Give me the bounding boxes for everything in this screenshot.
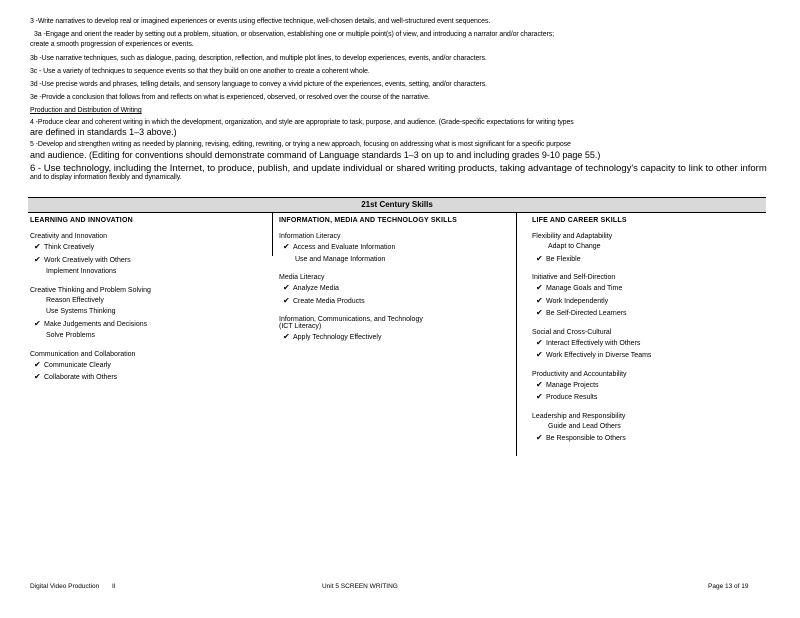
column-title: LEARNING AND INNOVATION <box>30 217 133 224</box>
skill-item: ✔ Produce Results <box>536 392 598 401</box>
skill-item: ✔ Be Flexible <box>536 253 581 263</box>
checkmark-icon: ✔ <box>283 295 290 305</box>
standard-6: 6 - Use technology, including the Internet, to produce, publish, and update individual or shared writing products, taking advantage of technology's capacity to link to other inform <box>30 163 767 174</box>
footer-unit: Unit 5 SCREEN WRITING <box>322 583 398 590</box>
section-title: Social and Cross-Cultural <box>532 328 612 336</box>
skill-section <box>532 329 766 362</box>
skill-section <box>279 274 511 307</box>
standard-5-cont: and audience. (Editing for conventions should demonstrate command of Language standards 1–3 on up to and including grades 9-10 page 55.) <box>30 150 601 160</box>
checkmark-icon: ✔ <box>34 359 41 369</box>
checkmark-icon: ✔ <box>536 379 543 389</box>
standard-4: 4 -Produce clear and coherent writing in which the development, organization, and style are appropriate to task, purpose, and audience. (Grade-specific expectations for writing types <box>30 119 574 126</box>
skill-item: ✔ Be Self-Directed Learners <box>536 308 627 317</box>
column-information-media-technology <box>279 217 511 353</box>
column-title: LIFE AND CAREER SKILLS <box>532 217 627 224</box>
section-title: Productivity and Accountability <box>532 370 627 378</box>
skill-section <box>30 287 265 342</box>
skill-item: ✔ Make Judgements and Decisions <box>34 318 148 328</box>
standard-3a-cont: create a smooth progression of experiences or events. <box>30 41 194 48</box>
section-title: Media Literacy <box>279 274 325 281</box>
column-life-career <box>532 217 766 454</box>
column-title: INFORMATION, MEDIA AND TECHNOLOGY SKILLS <box>279 217 457 224</box>
skill-item: Solve Problems <box>46 332 96 339</box>
checkmark-icon: ✔ <box>536 433 543 442</box>
standard-6-cont: and to display information flexibly and dynamically. <box>30 174 182 181</box>
table-header-rule <box>28 212 766 213</box>
skill-section <box>279 233 511 265</box>
column-learning-innovation <box>30 217 265 393</box>
column-divider-1 <box>272 213 273 256</box>
checkmark-icon: ✔ <box>283 283 290 292</box>
footer-level: II <box>112 583 116 590</box>
section-title-cont: (ICT Literacy) <box>279 323 322 330</box>
section-title: Creative Thinking and Problem Solving <box>30 286 151 294</box>
checkmark-icon: ✔ <box>283 242 290 251</box>
skill-item: ✔ Interact Effectively with Others <box>536 337 641 347</box>
skill-item: ✔ Access and Evaluate Information <box>283 242 396 251</box>
standard-3b: 3b -Use narrative techniques, such as dialogue, pacing, description, reflection, and multiple plot lines, to develop experiences, events, and/or characters. <box>30 55 487 62</box>
checkmark-icon: ✔ <box>536 295 543 305</box>
skill-item: ✔ Apply Technology Effectively <box>283 332 382 341</box>
section-heading: Production and Distribution of Writing <box>30 107 142 114</box>
checkmark-icon: ✔ <box>283 332 290 341</box>
checkmark-icon: ✔ <box>536 283 543 292</box>
checkmark-icon: ✔ <box>536 308 543 317</box>
skill-item: Reason Effectively <box>46 296 104 304</box>
skill-section <box>532 371 766 404</box>
skill-item: ✔ Be Responsible to Others <box>536 433 626 442</box>
skill-item: ✔ Collaborate with Others <box>34 372 118 381</box>
skill-item: Adapt to Change <box>548 243 601 250</box>
skill-item: Implement Innovations <box>46 268 117 275</box>
skill-item: Guide and Lead Others <box>548 422 621 430</box>
skill-item: ✔ Think Creatively <box>34 242 95 251</box>
standard-4-cont: are defined in standards 1–3 above.) <box>30 127 177 137</box>
skill-item: Use and Manage Information <box>295 255 386 263</box>
skill-item: ✔ Manage Goals and Time <box>536 283 623 292</box>
footer-course: Digital Video Production <box>30 583 100 590</box>
skill-item: ✔ Work Creatively with Others <box>34 254 131 264</box>
standard-5: 5 -Develop and strengthen writing as needed by planning, revising, editing, rewriting, or trying a new approach, focusing on addressing what is most significant for a specific purpose <box>30 141 571 148</box>
section-title: Communication and Collaboration <box>30 350 136 358</box>
section-title: Creativity and Innovation <box>30 233 108 240</box>
skill-section <box>30 233 265 278</box>
section-title: Information Literacy <box>279 233 341 240</box>
skill-item: ✔ Manage Projects <box>536 379 599 389</box>
section-title: Information, Communications, and Technology <box>279 316 423 323</box>
skill-section <box>279 316 511 344</box>
skill-item: ✔ Analyze Media <box>283 283 339 292</box>
checkmark-icon: ✔ <box>536 253 543 263</box>
skill-item: ✔ Work Effectively in Diverse Teams <box>536 350 652 359</box>
section-title: Leadership and Responsibility <box>532 412 626 420</box>
skill-section <box>532 274 766 320</box>
checkmark-icon: ✔ <box>536 337 543 347</box>
checkmark-icon: ✔ <box>34 254 41 264</box>
skill-item: ✔ Communicate Clearly <box>34 359 111 369</box>
checkmark-icon: ✔ <box>536 350 543 359</box>
standard-3d: 3d -Use precise words and phrases, telling details, and sensory language to convey a vivid picture of the experiences, events, setting, and/or characters. <box>30 81 487 88</box>
footer-page-number: Page 13 of 19 <box>708 583 749 590</box>
standard-3a: 3a -Engage and orient the reader by setting out a problem, situation, or observation, establishing one or multiple point(s) of view, and introducing a narrator and/or characters; <box>34 31 554 38</box>
skill-item: Use Systems Thinking <box>46 308 116 315</box>
checkmark-icon: ✔ <box>34 242 41 251</box>
checkmark-icon: ✔ <box>536 392 543 401</box>
skill-section <box>532 413 766 445</box>
standard-3e: 3e -Provide a conclusion that follows from and reflects on what is experienced, observed, or resolved over the course of the narrative. <box>30 94 430 101</box>
skill-item: ✔ Work Independently <box>536 295 609 305</box>
checkmark-icon: ✔ <box>34 372 41 381</box>
section-title: Initiative and Self-Direction <box>532 274 616 281</box>
checkmark-icon: ✔ <box>34 318 41 328</box>
skills-header: 21st Century Skills <box>28 198 766 212</box>
standard-3: 3 -Write narratives to develop real or imagined experiences or events using effective technique, well-chosen details, and well-structured event sequences. <box>30 18 491 25</box>
section-title: Flexibility and Adaptability <box>532 233 613 240</box>
skill-section <box>532 233 766 265</box>
standard-3c: 3c - Use a variety of techniques to sequence events so that they build on one another to create a coherent whole. <box>30 68 370 75</box>
skill-section <box>30 351 265 384</box>
column-divider-2 <box>516 213 517 456</box>
skill-item: ✔ Create Media Products <box>283 295 365 305</box>
